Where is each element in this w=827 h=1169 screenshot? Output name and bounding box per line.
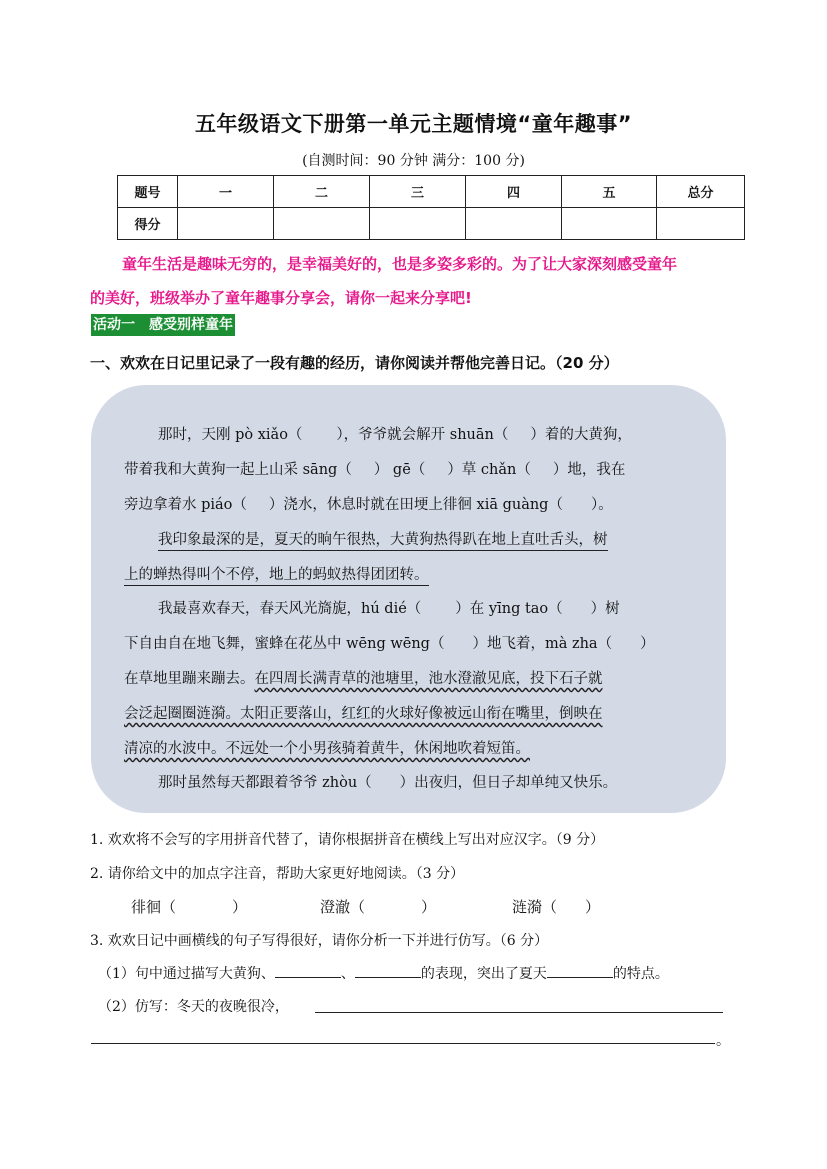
score-input-cell[interactable] [657, 208, 745, 240]
diary-line: 下自由自在地飞舞，蜜蜂在花丛中 wēng wēng（ ）地飞着，mà zha（ ） [124, 636, 655, 652]
diary-line [124, 563, 696, 584]
diary-line [124, 702, 696, 723]
wavy-underlined-sentence: 会泛起圈圈涟漪。太阳正要落山，红红的火球好像被远山衔在嘴里，倒映在 [124, 706, 603, 722]
wavy-underlined-sentence: 清凉的水波中。不远处一个小男孩骑着黄牛，休闲地吹着短笛。 [124, 741, 530, 757]
score-table [117, 175, 745, 240]
score-header-cell: 三 [370, 176, 466, 208]
score-table-header-row [118, 176, 745, 208]
score-header-cell: 五 [562, 176, 657, 208]
diary-line [124, 737, 696, 758]
diary-line: 带着我和大黄狗一起上山采 sāng（ ） gē（ ）草 chǎn（ ）地，我在 [124, 462, 626, 478]
diary-line: 旁边拿着水 piáo（ ）浇水，休息时就在田埂上徘徊 xiā guàng（ ）。 [124, 497, 613, 513]
underlined-sentence: 我印象最深的是，夏天的晌午很热，大黄狗热得趴在地上直吐舌头，树 [158, 532, 608, 551]
sub-question-3-1: （1）句中通过描写大黄狗、 、 的表现，突出了夏天 的特点。 [98, 966, 669, 982]
diary-line: 那时，天刚 pò xiǎo（ ），爷爷就会解开 shuān（ ）着的大黄狗， [158, 427, 632, 443]
intro-text [90, 247, 742, 315]
score-input-cell[interactable] [370, 208, 466, 240]
answer-line[interactable] [275, 977, 341, 978]
score-header-cell: 题号 [118, 176, 178, 208]
sub-question-3: 3. 欢欢日记中画横线的句子写得很好，请你分析一下并进行仿写。（6 分） [90, 933, 549, 949]
page-title: 五年级语文下册第一单元主题情境“童年趣事” [194, 112, 633, 136]
wavy-underlined-sentence: 在四周长满青草的池塘里，池水澄澈见底，投下石子就 [254, 671, 603, 687]
answer-line[interactable] [355, 977, 421, 978]
score-header-cell: 四 [466, 176, 562, 208]
diary-line [124, 528, 730, 549]
answer-line[interactable] [315, 1012, 723, 1013]
score-input-cell[interactable] [178, 208, 274, 240]
score-header-cell: 一 [178, 176, 274, 208]
sub-question-1: 1. 欢欢将不会写的字用拼音代替了，请你根据拼音在横线上写出对应汉字。（9 分） [90, 832, 605, 848]
page-subtitle: (自测时间：90 分钟 满分：100 分) [302, 153, 525, 169]
score-input-cell[interactable] [562, 208, 657, 240]
sub-question-2: 2. 请你给文中的加点字注音，帮助大家更好地阅读。（3 分） [90, 866, 465, 882]
underlined-sentence: 上的蝉热得叫个不停，地上的蚂蚁热得团团转。 [124, 567, 429, 586]
intro-line: 童年生活是趣味无穷的，是幸福美好的，也是多姿多彩的。为了让大家深刻感受童年 [122, 255, 678, 273]
pinyin-word: 涟漪（ ） [512, 898, 601, 916]
diary-line: 那时虽然每天都跟着爷爷 zhòu（ ）出夜归，但日子却单纯又快乐。 [158, 775, 618, 791]
pinyin-word: 徘徊（ ） [131, 898, 248, 916]
answer-line[interactable] [91, 1043, 715, 1044]
sub-question-3-2: （2）仿写：冬天的夜晚很冷， [98, 999, 289, 1015]
score-header-cell: 总分 [657, 176, 745, 208]
score-input-cell[interactable] [274, 208, 370, 240]
score-input-cell[interactable] [466, 208, 562, 240]
score-row-label: 得分 [118, 208, 178, 240]
intro-line: 的美好，班级举办了童年趣事分享会，请你一起来分享吧! [90, 289, 472, 307]
question-1-title: 一、欢欢在日记里记录了一段有趣的经历，请你阅读并帮他完善日记。（20 分） [90, 354, 619, 372]
score-header-cell: 二 [274, 176, 370, 208]
diary-line: 在草地里蹦来蹦去。在四周长满青草的池塘里，池水澄澈见底，投下石子就 [124, 671, 603, 687]
answer-line[interactable] [547, 977, 613, 978]
score-table-score-row [118, 208, 745, 240]
activity-label: 活动一 感受别样童年 [91, 314, 235, 336]
pinyin-word: 澄澈（ ） [320, 898, 437, 916]
end-period: 。 [716, 1033, 730, 1049]
diary-line: 我最喜欢春天，春天风光旖旎，hú dié（ ）在 yīng tao（ ）树 [158, 601, 620, 617]
